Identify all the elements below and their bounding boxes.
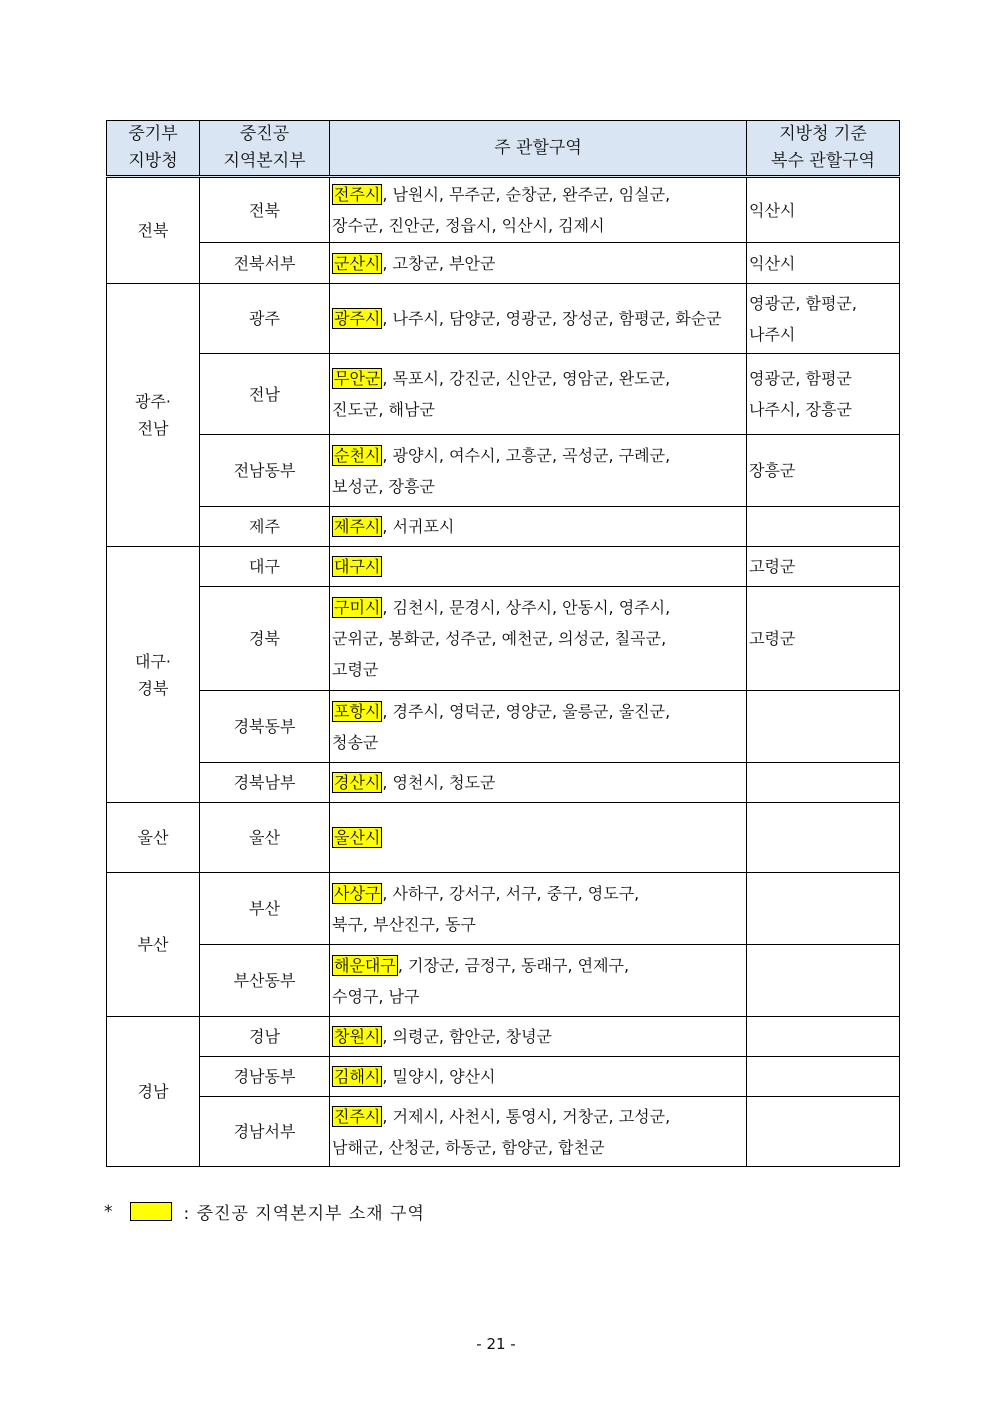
main-area-cell [330,284,747,354]
area-list-line-2: 청송군 [332,732,379,752]
main-area-cell [330,177,747,243]
area-list-line-2: 진도군, 해남군 [332,400,435,419]
hq-city-highlight: 김해시 [334,1067,381,1086]
branch-cell: 대구 [200,547,330,587]
area-list-line-1: , 거제시, 사천시, 통영시, 거창군, 고성군, [382,1106,671,1126]
legend-swatch [130,1202,172,1221]
area-list-line-1: , 고창군, 부안군 [382,253,496,273]
multi-area-line-1: 장흥군 [749,461,796,480]
hq-city-highlight: 울산시 [334,828,381,847]
table-header-row [107,121,900,177]
multi-area-cell [747,873,900,945]
main-area-cell [330,435,747,507]
main-area-cell [330,873,747,945]
office-cell: 대구· 경북 [107,547,200,803]
area-list-line-1: , 기장군, 금정구, 동래구, 연제구, [397,955,630,975]
area-list-line-1: , 서귀포시 [382,517,455,536]
main-area-cell [330,547,747,587]
table-row [107,547,900,587]
multi-area-line-1: 익산시 [749,253,796,273]
legend [104,1199,425,1224]
area-list-line-1: , 나주시, 담양군, 영광군, 장성군, 함평군, 화순군 [382,309,722,328]
multi-area-line-1: 고령군 [749,629,796,648]
table-row [107,873,900,945]
branch-cell: 광주 [200,284,330,354]
header-main-area: 주 관할구역 [330,121,747,177]
multi-area-cell [747,177,900,243]
hq-city-highlight: 군산시 [334,253,381,273]
legend-asterisk: * [104,1201,114,1222]
branch-cell: 전남동부 [200,435,330,507]
area-list-line-2: 북구, 부산진구, 동구 [332,914,476,934]
area-list-line-1: , 경주시, 영덕군, 영양군, 울릉군, 울진군, [382,701,671,721]
area-list-line-1: , 밀양시, 양산시 [382,1067,496,1086]
header-branch: 중진공 지역본지부 [200,121,330,177]
main-area-cell [330,1097,747,1167]
table-row [107,763,900,803]
hq-city-highlight: 무안군 [334,369,381,388]
multi-area-cell [747,547,900,587]
area-list-line-1: , 영천시, 청도군 [382,773,496,792]
main-area-cell [330,587,747,691]
table-row [107,587,900,691]
table-row [107,177,900,243]
table-row [107,1057,900,1097]
table-row [107,435,900,507]
table-row [107,691,900,763]
hq-city-highlight: 구미시 [334,598,381,617]
header-multi-area: 지방청 기준 복수 관할구역 [747,121,900,177]
jurisdiction-table [106,120,900,1167]
multi-area-cell [747,1097,900,1167]
main-area-cell [330,803,747,873]
table-row [107,803,900,873]
area-list-line-2: 보성군, 장흥군 [332,476,435,496]
area-list-line-2: 군위군, 봉화군, 성주군, 예천군, 의성군, 칠곡군, [332,629,667,648]
main-area-cell [330,691,747,763]
hq-city-highlight: 경산시 [334,773,381,792]
area-list-line-2: 수영구, 남구 [332,986,420,1006]
multi-area-cell [747,1057,900,1097]
multi-area-cell [747,803,900,873]
multi-area-line-2: 나주시 [749,324,796,344]
multi-area-cell [747,587,900,691]
area-list-line-1: , 광양시, 여수시, 고흥군, 곡성군, 구례군, [382,445,671,465]
multi-area-line-1: 고령군 [749,557,796,576]
main-area-cell [330,1017,747,1057]
branch-cell: 경남동부 [200,1057,330,1097]
main-area-cell [330,945,747,1017]
table-row [107,284,900,354]
main-area-cell [330,1057,747,1097]
multi-area-cell [747,763,900,803]
multi-area-cell [747,691,900,763]
office-cell: 경남 [107,1017,200,1167]
branch-cell: 제주 [200,507,330,547]
area-list-line-1: , 김천시, 문경시, 상주시, 안동시, 영주시, [382,598,671,617]
hq-city-highlight: 진주시 [334,1106,381,1126]
area-list-line-1: , 목포시, 강진군, 신안군, 영암군, 완도군, [382,369,671,388]
area-list-line-2: 장수군, 진안군, 정읍시, 익산시, 김제시 [332,216,605,235]
office-cell: 울산 [107,803,200,873]
main-area-cell [330,243,747,284]
hq-city-highlight: 대구시 [334,557,381,576]
branch-cell: 전남 [200,354,330,435]
hq-city-highlight: 순천시 [334,445,381,465]
multi-area-cell [747,1017,900,1057]
main-area-cell [330,507,747,547]
branch-cell: 전북서부 [200,243,330,284]
office-cell: 전북 [107,177,200,284]
multi-area-line-1: 영광군, 함평군 [749,369,852,388]
table-row [107,507,900,547]
hq-city-highlight: 사상구 [334,883,381,903]
branch-cell: 경북남부 [200,763,330,803]
area-list-line-2: 남해군, 산청군, 하동군, 함양군, 합천군 [332,1137,605,1157]
multi-area-cell [747,354,900,435]
multi-area-cell [747,284,900,354]
branch-cell: 경남 [200,1017,330,1057]
hq-city-highlight: 포항시 [334,701,381,721]
multi-area-line-2: 나주시, 장흥군 [749,400,852,419]
hq-city-highlight: 해운대구 [334,955,396,975]
office-cell: 광주· 전남 [107,284,200,547]
hq-city-highlight: 제주시 [334,517,381,536]
multi-area-cell [747,507,900,547]
table-row [107,1017,900,1057]
page-number: - 21 - [476,1335,516,1353]
area-list-line-1: , 의령군, 함안군, 창녕군 [382,1027,552,1046]
table-row [107,243,900,284]
branch-cell: 경남서부 [200,1097,330,1167]
main-area-cell [330,763,747,803]
table-row [107,354,900,435]
area-list-line-1: , 사하구, 강서구, 서구, 중구, 영도구, [382,883,640,903]
branch-cell: 경북 [200,587,330,691]
header-office: 중기부 지방청 [107,121,200,177]
main-area-cell [330,354,747,435]
branch-cell: 부산 [200,873,330,945]
branch-cell: 전북 [200,177,330,243]
multi-area-line-1: 익산시 [749,200,796,220]
hq-city-highlight: 광주시 [334,309,381,328]
table-row [107,945,900,1017]
multi-area-cell [747,435,900,507]
table-row [107,1097,900,1167]
multi-area-line-1: 영광군, 함평군, [749,293,857,313]
branch-cell: 울산 [200,803,330,873]
legend-text: : 중진공 지역본지부 소재 구역 [183,1204,425,1224]
area-list-line-1: , 남원시, 무주군, 순창군, 완주군, 임실군, [382,185,671,204]
multi-area-cell [747,945,900,1017]
multi-area-cell [747,243,900,284]
branch-cell: 부산동부 [200,945,330,1017]
branch-cell: 경북동부 [200,691,330,763]
area-list-line-3: 고령군 [332,660,379,679]
hq-city-highlight: 창원시 [334,1027,381,1046]
hq-city-highlight: 전주시 [334,185,381,204]
office-cell: 부산 [107,873,200,1017]
